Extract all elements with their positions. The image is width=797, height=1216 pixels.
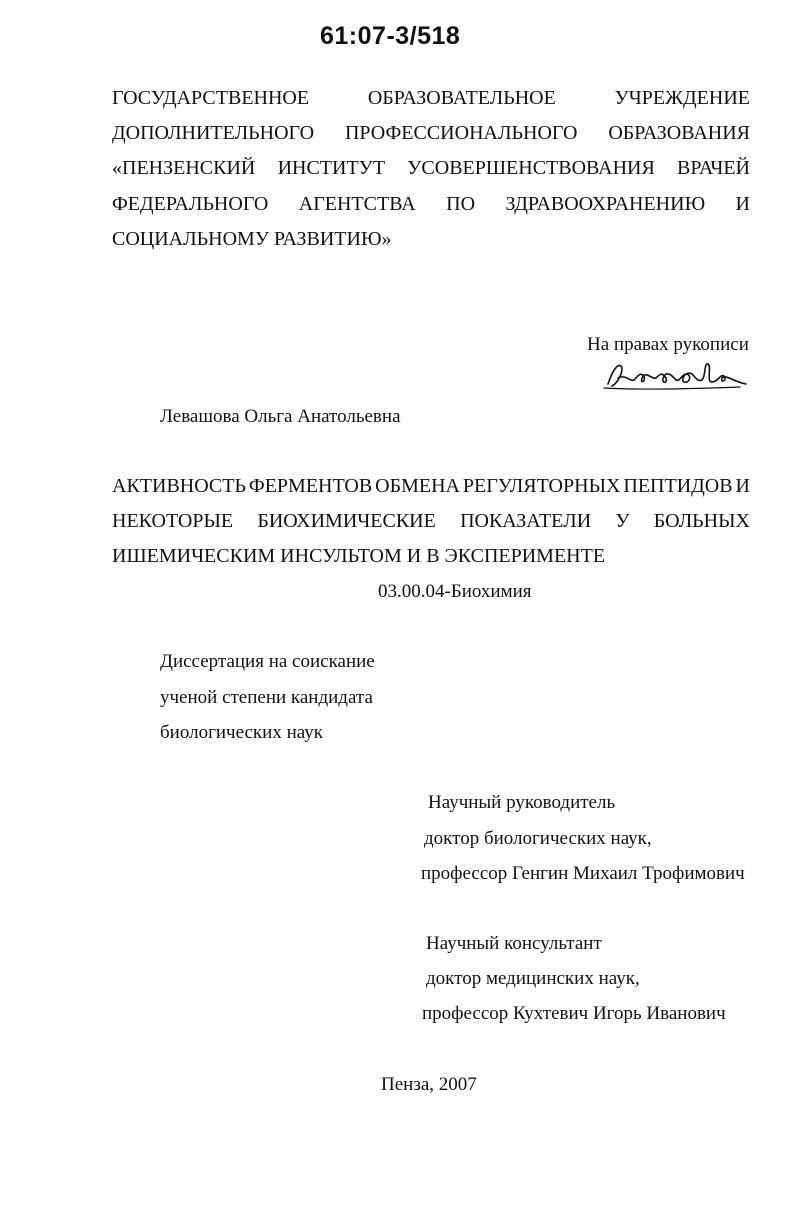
dissertation-line-2: ученой степени кандидата <box>160 687 373 708</box>
supervisor-role: Научный руководитель <box>428 792 616 813</box>
word: У <box>615 510 630 532</box>
word: ГОСУДАРСТВЕННОЕ <box>112 87 310 109</box>
word: ДОПОЛНИТЕЛЬНОГО <box>112 122 315 144</box>
word: АГЕНТСТВА <box>298 193 416 215</box>
word: ВРАЧЕЙ <box>677 157 750 179</box>
word: ИНСТИТУТ <box>277 157 386 179</box>
word: ОБРАЗОВАТЕЛЬНОЕ <box>367 87 556 109</box>
word: НЕКОТОРЫЕ <box>112 510 234 532</box>
dissertation-line-1: Диссертация на соискание <box>160 651 375 672</box>
title-line-2 <box>112 511 750 531</box>
dissertation-line-3: биологических наук <box>160 722 323 743</box>
word: БОЛЬНЫХ <box>653 510 750 532</box>
word: ПОКАЗАТЕЛИ <box>460 510 592 532</box>
institution-line-4 <box>112 194 750 214</box>
consultant-degree: доктор медицинских наук, <box>426 968 640 989</box>
institution-line-1 <box>112 88 750 108</box>
institution-line-2 <box>112 123 750 143</box>
manuscript-note: На правах рукописи <box>587 334 749 355</box>
word: ОБРАЗОВАНИЯ <box>608 122 750 144</box>
consultant-role: Научный консультант <box>426 933 602 954</box>
institution-line-5: СОЦИАЛЬНОМУ РАЗВИТИЮ» <box>112 228 392 250</box>
author-name: Левашова Ольга Анатольевна <box>160 406 401 427</box>
title-line-1 <box>112 476 750 496</box>
word: ФЕРМЕНТОВ <box>248 475 373 497</box>
consultant-name: профессор Кухтевич Игорь Иванович <box>422 1003 726 1024</box>
author-signature <box>600 356 750 396</box>
institution-line-3 <box>112 158 750 178</box>
word: И <box>735 475 750 497</box>
word: ПРОФЕССИОНАЛЬНОГО <box>344 122 578 144</box>
supervisor-name: профессор Генгин Михаил Трофимович <box>421 863 745 884</box>
city-year: Пенза, 2007 <box>381 1074 477 1095</box>
archive-code: 61:07-3/518 <box>320 22 461 50</box>
word: ФЕДЕРАЛЬНОГО <box>112 193 269 215</box>
word: ОБМЕНА <box>375 475 460 497</box>
word: РЕГУЛЯТОРНЫХ <box>462 475 621 497</box>
word: УЧРЕЖДЕНИЕ <box>614 87 750 109</box>
supervisor-degree: доктор биологических наук, <box>424 828 652 849</box>
word: БИОХИМИЧЕСКИЕ <box>257 510 436 532</box>
word: ПО <box>446 193 476 215</box>
title-line-3: ИШЕМИЧЕСКИМ ИНСУЛЬТОМ И В ЭКСПЕРИМЕНТЕ <box>112 545 606 567</box>
word: ПЕПТИДОВ <box>623 475 733 497</box>
word: ЗДРАВООХРАНЕНИЮ <box>505 193 706 215</box>
word: И <box>735 193 750 215</box>
word: УСОВЕРШЕНСТВОВАНИЯ <box>407 157 655 179</box>
word: АКТИВНОСТЬ <box>112 475 246 497</box>
specialty-code: 03.00.04-Биохимия <box>378 581 532 602</box>
word: «ПЕНЗЕНСКИЙ <box>112 157 256 179</box>
